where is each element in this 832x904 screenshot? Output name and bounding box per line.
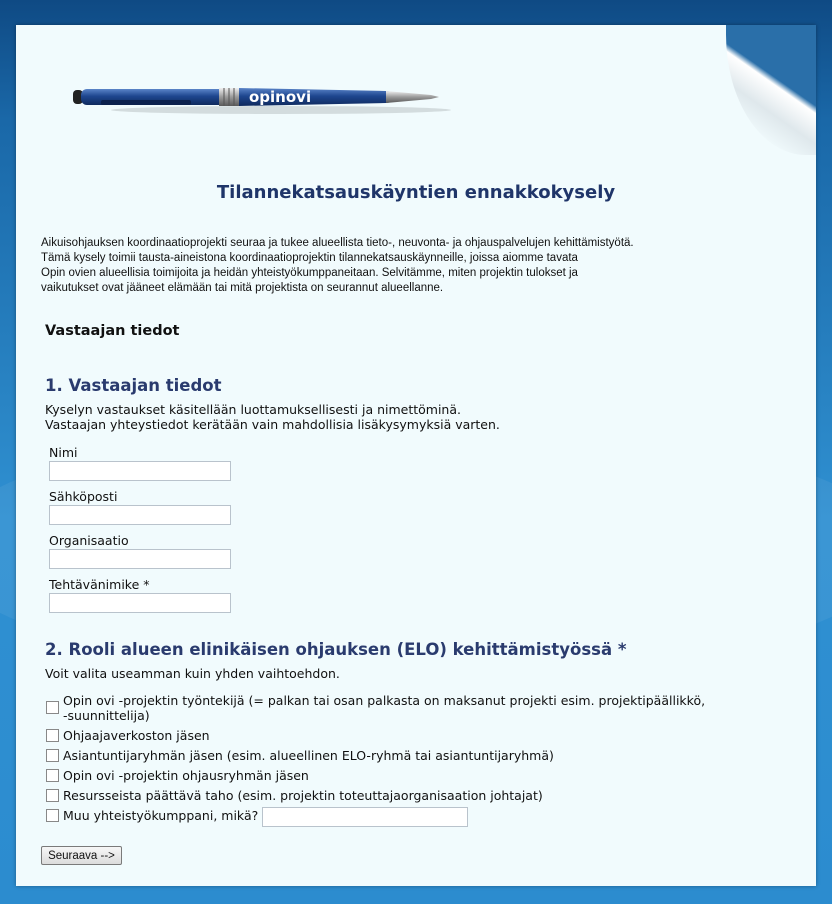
job-title-label: Tehtävänimike * — [49, 577, 150, 592]
intro-line: Tämä kysely toimii tausta-aineistona koordinaatioprojektin tilannekatsauskäynneille, joissa aiomme tavata — [41, 252, 578, 264]
intro-line: vaikutukset ovat jääneet elämään tai mitä projektista on seurannut alueellanne. — [41, 282, 444, 294]
email-input[interactable] — [49, 505, 231, 525]
email-label: Sähköposti — [49, 489, 118, 504]
option-label: Ohjaajaverkoston jäsen — [63, 728, 210, 743]
question-2-title: 2. Rooli alueen elinikäisen ohjauksen (ELO) kehittämistyössä * — [45, 640, 627, 659]
option-label: Asiantuntijaryhmän jäsen (esim. alueellinen ELO-ryhmä tai asiantuntijaryhmä) — [63, 748, 554, 763]
intro-line: Opin ovien alueellisia toimijoita ja heidän yhteistyökumppaneitaan. Selvitämme, miten projektin tulokset ja — [41, 267, 578, 279]
page-title: Tilannekatsauskäyntien ennakkokysely — [216, 182, 616, 203]
other-partner-input[interactable] — [262, 807, 468, 827]
survey-page — [16, 25, 816, 886]
organization-label: Organisaatio — [49, 533, 129, 548]
checkbox[interactable] — [46, 729, 59, 742]
page-curl-decoration — [726, 25, 816, 155]
question-1-desc-line: Vastaajan yhteystiedot kerätään vain mahdollisia lisäkysymyksiä varten. — [45, 417, 500, 432]
checkbox[interactable] — [46, 769, 59, 782]
option-label-continued: -suunnittelija) — [63, 708, 150, 723]
name-input[interactable] — [49, 461, 231, 481]
name-label: Nimi — [49, 445, 78, 460]
checkbox[interactable] — [46, 701, 59, 714]
question-1-title: 1. Vastaajan tiedot — [45, 376, 222, 395]
question-1-description — [45, 402, 500, 432]
intro-line: Aikuisohjauksen koordinaatioprojekti seuraa ja tukee alueellista tieto-, neuvonta- ja ohjauspalvelujen kehittämistyötä. — [41, 237, 634, 249]
option-label: Opin ovi -projektin ohjausryhmän jäsen — [63, 768, 309, 783]
question-1-desc-line: Kyselyn vastaukset käsitellään luottamuksellisesti ja nimettöminä. — [45, 402, 461, 417]
intro-text — [41, 236, 741, 296]
option-label: Resursseista päättävä taho (esim. projektin toteuttajaorganisaation johtajat) — [63, 788, 543, 803]
checkbox[interactable] — [46, 789, 59, 802]
section-heading: Vastaajan tiedot — [45, 323, 180, 339]
option-label: Muu yhteistyökumppani, mikä? — [63, 808, 259, 823]
logo-text: opinovi — [249, 88, 312, 106]
job-title-input[interactable] — [49, 593, 231, 613]
next-button[interactable]: Seuraava --> — [41, 846, 122, 865]
option-label: Opin ovi -projektin työntekijä (= palkan tai osan palkasta on maksanut projekti esim. projektipäällikkö, — [63, 693, 706, 708]
checkbox[interactable] — [46, 749, 59, 762]
organization-input[interactable] — [49, 549, 231, 569]
checkbox[interactable] — [46, 809, 59, 822]
opinovi-pen-logo — [71, 80, 451, 114]
question-2-description: Voit valita useamman kuin yhden vaihtoehdon. — [45, 666, 340, 681]
